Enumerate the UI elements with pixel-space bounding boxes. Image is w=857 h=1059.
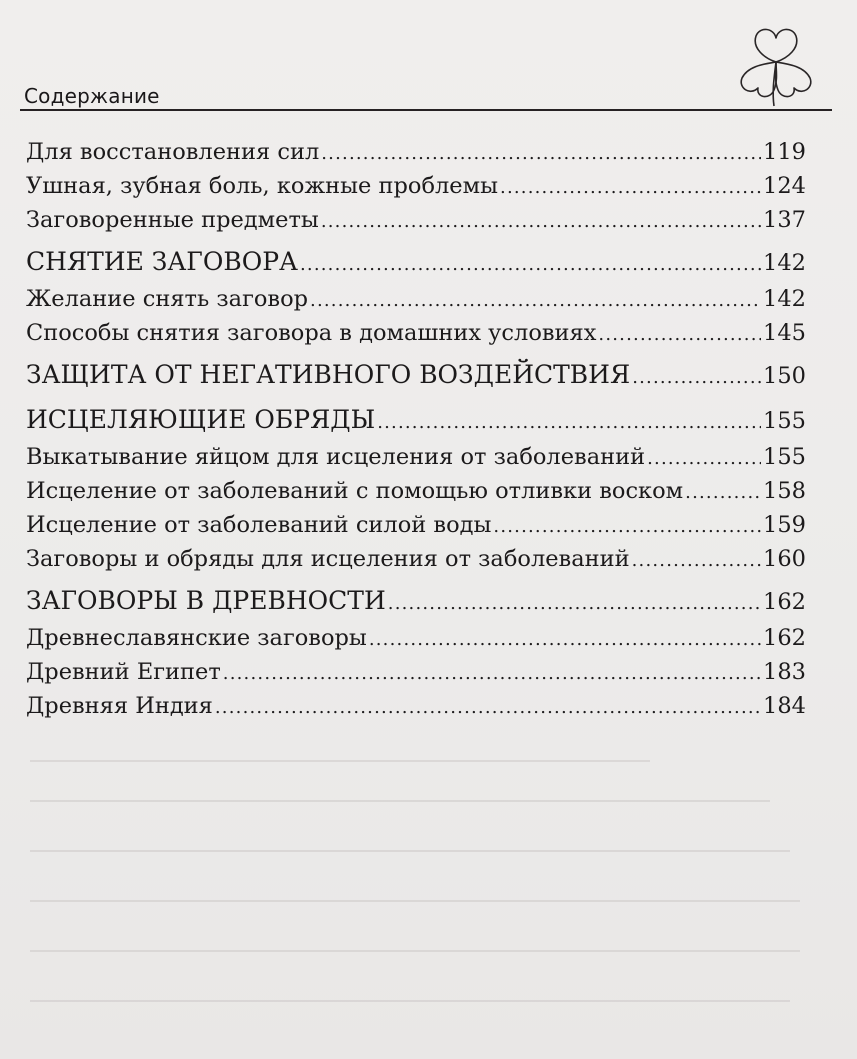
toc-entry-title: Ушная, зубная боль, кожные проблемы	[26, 173, 499, 199]
dot-leader	[215, 691, 761, 724]
toc-entry-title: Исцеление от заболеваний силой воды	[26, 512, 492, 538]
dot-leader	[321, 137, 761, 170]
toc-page-number: 158	[763, 478, 806, 504]
dot-leader	[647, 442, 761, 475]
toc-page-number: 145	[763, 320, 806, 346]
toc-page-number: 162	[763, 589, 806, 615]
header-rule	[20, 109, 832, 111]
toc-section-heading[interactable]	[26, 402, 806, 441]
toc-page-number: 183	[763, 659, 806, 685]
toc-entry[interactable]	[26, 136, 806, 170]
dot-leader	[321, 205, 761, 238]
toc-entry[interactable]	[26, 170, 806, 204]
toc-entry-title: СНЯТИЕ ЗАГОВОРА	[26, 247, 298, 276]
dot-leader	[388, 586, 761, 622]
dot-leader	[598, 318, 761, 351]
toc-entry[interactable]	[26, 204, 806, 238]
page-header	[20, 84, 832, 110]
toc-entry-title: Для восстановления сил	[26, 139, 320, 165]
toc-page-number: 162	[763, 625, 806, 651]
toc-entry[interactable]	[26, 543, 806, 577]
toc-page-number: 142	[763, 286, 806, 312]
toc-entry-title: Древний Египет	[26, 659, 221, 685]
toc-entry[interactable]	[26, 656, 806, 690]
dot-leader	[310, 284, 761, 317]
toc-page-number: 150	[763, 363, 806, 389]
toc-page-number: 160	[763, 546, 806, 572]
toc-page-number: 119	[763, 139, 806, 165]
toc-page-number: 137	[763, 207, 806, 233]
toc-entry-title: ЗАГОВОРЫ В ДРЕВНОСТИ	[26, 586, 386, 615]
toc-entry-title: Выкатывание яйцом для исцеления от заболеваний	[26, 444, 646, 470]
toc-entry-title: Заговоры и обряды для исцеления от заболеваний	[26, 546, 630, 572]
toc-entry-title: Желание снять заговор	[26, 286, 309, 312]
toc-page-number: 155	[763, 444, 806, 470]
toc-page-number: 159	[763, 512, 806, 538]
toc-page-number: 184	[763, 693, 806, 719]
toc-entry[interactable]	[26, 475, 806, 509]
dot-leader	[300, 247, 761, 283]
page-title: Содержание	[24, 84, 160, 108]
toc-entry[interactable]	[26, 441, 806, 475]
toc-entry-title: Древняя Индия	[26, 693, 213, 719]
dot-leader	[377, 405, 761, 441]
toc-entry-title: Исцеление от заболеваний с помощью отливки воском	[26, 478, 684, 504]
toc-entry-title: ЗАЩИТА ОТ НЕГАТИВНОГО ВОЗДЕЙСТВИЯ	[26, 360, 631, 389]
toc-entry[interactable]	[26, 317, 806, 351]
toc-section-heading[interactable]	[26, 583, 806, 622]
dot-leader	[685, 476, 761, 509]
toc-entry-title: Способы снятия заговора в домашних условиях	[26, 320, 597, 346]
toc-entry[interactable]	[26, 283, 806, 317]
toc-page-number: 142	[763, 250, 806, 276]
toc-entry-title: Древнеславянские заговоры	[26, 625, 367, 651]
toc-page-number: 124	[763, 173, 806, 199]
dot-leader	[369, 623, 761, 656]
toc-entry[interactable]	[26, 690, 806, 724]
dot-leader	[632, 360, 761, 396]
toc-page-number: 155	[763, 408, 806, 434]
toc-entry[interactable]	[26, 622, 806, 656]
toc-entry[interactable]	[26, 509, 806, 543]
dot-leader	[632, 544, 761, 577]
toc-entry-title: Заговоренные предметы	[26, 207, 319, 233]
toc-section-heading[interactable]	[26, 357, 806, 396]
table-of-contents	[26, 136, 806, 724]
dot-leader	[493, 510, 761, 543]
toc-section-heading[interactable]	[26, 244, 806, 283]
toc-entry-title: ИСЦЕЛЯЮЩИЕ ОБРЯДЫ	[26, 405, 376, 434]
dot-leader	[500, 171, 761, 204]
dot-leader	[223, 657, 761, 690]
